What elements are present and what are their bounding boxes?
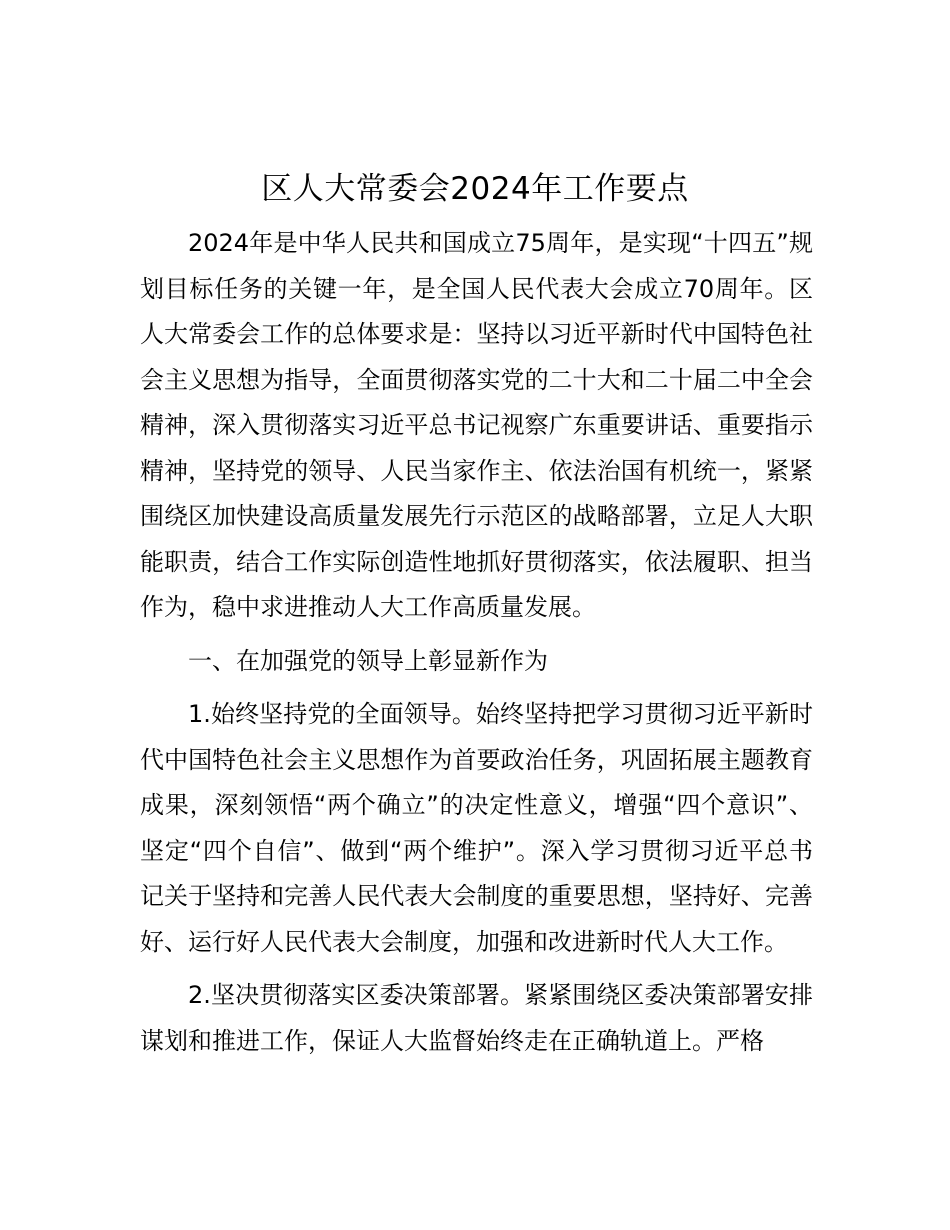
document-body [140,221,813,1072]
intro-paragraph: 2024年是中华人民共和国成立75周年，是实现“十四五”规划目标任务的关键一年，是全国人民代表大会成立70周年。区人大常委会工作的总体要求是：坚持以习近平新时代中国特色社会主义思想为指导，全面贯彻落实党的二十大和二十届二中全会精神，深入贯彻落实习近平总书记视察广东重要讲话、重要指示精神，坚持党的领导、人民当家作主、依法治国有机统一，紧紧围绕区加快建设高质量发展先行示范区的战略部署，立足人大职能职责，结合工作实际创造性地抓好贯彻落实，依法履职、担当作为，稳中求进推动人大工作高质量发展。 [140,229,813,621]
item-paragraph-2: 2.坚决贯彻落实区委决策部署。紧紧围绕区委决策部署安排谋划和推进工作，保证人大监督始终走在正确轨道上。严格 [140,981,813,1055]
section-heading-1: 一、在加强党的领导上彰显新作为 [188,646,548,675]
item-paragraph-1: 1.始终坚持党的全面领导。始终坚持把学习贯彻习近平新时代中国特色社会主义思想作为首要政治任务，巩固拓展主题教育成果，深刻领悟“两个确立”的决定性意义，增强“四个意识”、坚定“四个自信”、做到“两个维护”。深入学习贯彻习近平总书记关于坚持和完善人民代表大会制度的重要思想，坚持好、完善好、运行好人民代表大会制度，加强和改进新时代人大工作。 [140,700,813,956]
document-title: 区人大常委会2024年工作要点 [261,171,689,207]
